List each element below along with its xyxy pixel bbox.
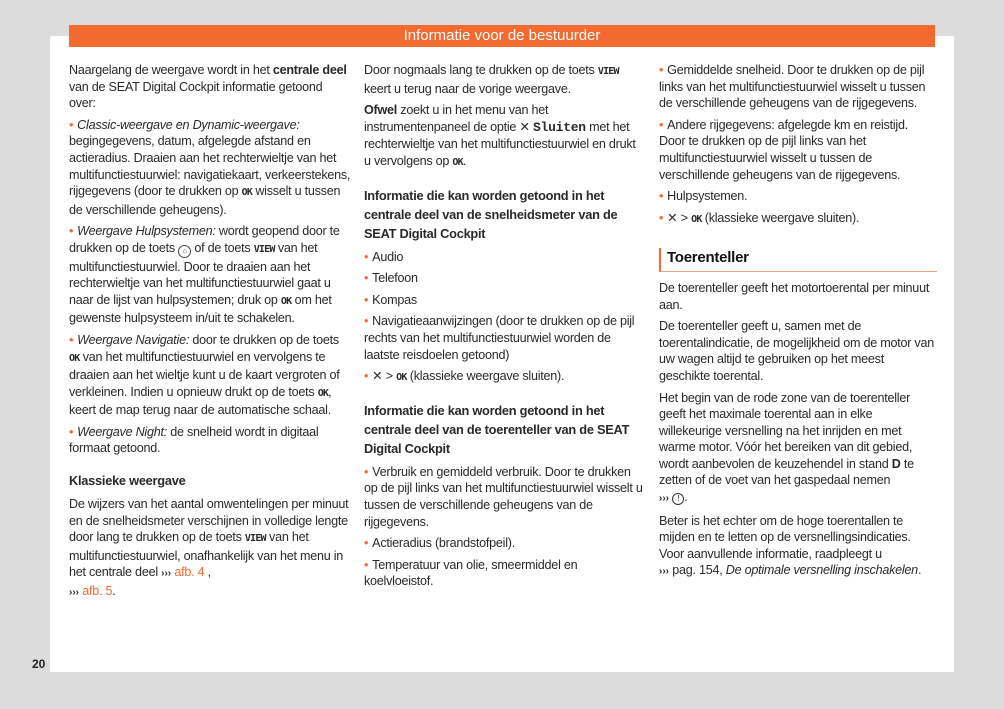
klassieke-paragraph: De wijzers van het aantal omwentelingen per minuut en de snelheidsmeter verschijnen in volledige lengte door lang te drukken op de toets VIEW van het multifunctiestuurwiel, onafhankelijk van het menu in het centrale deel ››› afb. 4 , ››› afb. 5. [69, 497, 349, 599]
list-item: • Andere rijgegevens: afgelegde km en reistijd. Door te drukken op de pijl links van het multifunctiestuurwiel wisselt u tussen de verschillende geheugens van de rijgegevens. [659, 117, 937, 183]
paragraph: De toerenteller geeft u, samen met de toerentalindicatie, de mogelijkheid om de motor van uw wagen altijd te gebruiken op het meest geschikte toerental. [659, 319, 934, 383]
list-item: • Audio [364, 249, 644, 266]
list-item: • Gemiddelde snelheid. Door te drukken op de pijl links van het multifunctiestuurwiel wisselt u tussen de verschillende geheugens van de rijgegevens. [659, 62, 937, 112]
list-item: • Kompas [364, 292, 644, 309]
paragraph: De toerenteller geeft het motortoerental per minuut aan. [659, 280, 930, 312]
page-number: 20 [32, 657, 46, 671]
view-key-icon: VIEW [244, 533, 266, 545]
list-item: • Navigatieaanwijzingen (door te drukken op de pijl rechts van het multifunctiestuurwiel worden de laatste reisdoelen getoond) [364, 313, 644, 363]
reference-arrows-icon: ››› [659, 493, 669, 505]
list-item-navigatie: • Weergave Navigatie: door te drukken op de toets OK van het multifunctiestuurwiel en vervolgens te draaien aan het wieltje kunt u de kaart vergroten of verkleinen. Indien u opnieuw drukt op de toets OK, keert de map terug naar de automatische schaal. [69, 332, 351, 419]
close-x-icon: ✕ [519, 119, 530, 134]
list-item: • Actieradius (brandstofpeil). [364, 535, 644, 552]
subheading-toerenteller-info: Informatie die kan worden getoond in het centrale deel van de toerenteller van de SEAT Digital Cockpit [364, 402, 630, 456]
list-item: • Temperatuur van olie, smeermiddel en koelvloeistof. [364, 557, 644, 590]
list-item: • Hulpsystemen. [659, 188, 937, 205]
paragraph-view-return: Door nogmaals lang te drukken op de toets VIEW keert u terug naar de vorige weergave. [364, 63, 619, 96]
column-1 [69, 62, 351, 607]
list-item-close: • ✕ > OK (klassieke weergave sluiten). [364, 368, 644, 387]
warning-icon: ! [672, 493, 684, 505]
view-key-icon: VIEW [597, 66, 619, 77]
close-x-icon: ✕ [372, 369, 383, 384]
intro-paragraph: Naargelang de weergave wordt in het centrale deel van de SEAT Digital Cockpit informatie getoond over: [69, 63, 347, 111]
column-3 [659, 62, 937, 586]
sluiten-option: Sluiten [533, 119, 586, 135]
close-x-icon: ✕ [667, 210, 678, 225]
paragraph-ofwel: Ofwel zoekt u in het menu van het instrumentenpaneel de optie ✕ Sluiten met het rechterwieltje van het multifunctiestuurwiel en drukt u vervolgens op OK. [364, 103, 636, 168]
list-item-hulpsystemen: • Weergave Hulpsystemen: wordt geopend door te drukken op de toets ⌂ of de toets VIEW van het multifunctiestuurwiel. Door te draaien aan het rechterwieltje van het multifunctiestuurwiel gaat u naar de lijst van hulpsystemen; druk op OK om het gewenste hulpsysteem in/uit te schakelen. [69, 223, 351, 327]
chapter-title: Informatie voor de bestuurder [403, 27, 601, 44]
figure-link-5[interactable]: afb. 5 [82, 584, 113, 599]
section-title-toerenteller: Toerenteller [659, 248, 937, 272]
subheading-snelheidsmeter: Informatie die kan worden getoond in het centrale deel van de snelheidsmeter van de SEAT Digital Cockpit [364, 187, 618, 241]
reference-arrows-icon: ››› [69, 587, 79, 599]
ok-key-icon: OK [691, 213, 702, 225]
driver-assist-icon: ⌂ [178, 245, 191, 258]
ok-key-icon: OK [317, 387, 329, 399]
list-item: • Telefoon [364, 270, 644, 287]
list-item: • Verbruik en gemiddeld verbruik. Door te drukken op de pijl links van het multifunctiestuurwiel wisselt u tussen de verschillende geheugens van de rijgegevens. [364, 464, 644, 530]
ok-key-icon: OK [280, 295, 292, 307]
ok-key-icon: OK [69, 352, 80, 364]
reference-arrows-icon: ››› [161, 568, 172, 580]
paragraph-red-zone: Het begin van de rode zone van de toerenteller geeft het maximale toerental aan in elke willekeurige versnelling na het inrijden en met warme motor. Vóór het bereiken van dit gebied, wordt aanbevolen de keuzehendel in stand D te zetten of de voet van het gaspedaal nemen ››› ! . [659, 390, 914, 505]
ok-key-icon: OK [241, 187, 253, 199]
paragraph-gear-advice: Beter is het echter om de hoge toerentallen te mijden en te letten op de versnellingsindicaties. Voor aanvullende informatie, raadpleegt u ››› pag. 154, De optimale versnelling inschakelen. [659, 513, 922, 578]
reference-arrows-icon: ››› [659, 566, 669, 578]
ok-key-icon: OK [396, 372, 407, 384]
column-2 [364, 62, 644, 595]
view-key-icon: VIEW [253, 243, 275, 255]
list-item-night: • Weergave Night: de snelheid wordt in digitaal formaat getoond. [69, 424, 351, 457]
ok-key-icon: OK [452, 156, 463, 168]
chapter-header [69, 25, 935, 47]
list-item-close: • ✕ > OK (klassieke weergave sluiten). [659, 210, 937, 229]
page-reference-link[interactable]: De optimale versnelling inschakelen [725, 563, 918, 578]
figure-link-4[interactable]: afb. 4 [174, 565, 205, 580]
list-item-classic: • Classic-weergave en Dynamic-weergave: begingegevens, datum, afgelegde afstand en actieradius. Draaien aan het rechterwieltje van het multifunctiestuurwiel: navigatiekaart, verkeerstekens, rijgegevens (door te drukken op OK wisselt u tussen de verschillende geheugens). [69, 117, 351, 219]
subheading-klassieke: Klassieke weergave [69, 473, 186, 489]
